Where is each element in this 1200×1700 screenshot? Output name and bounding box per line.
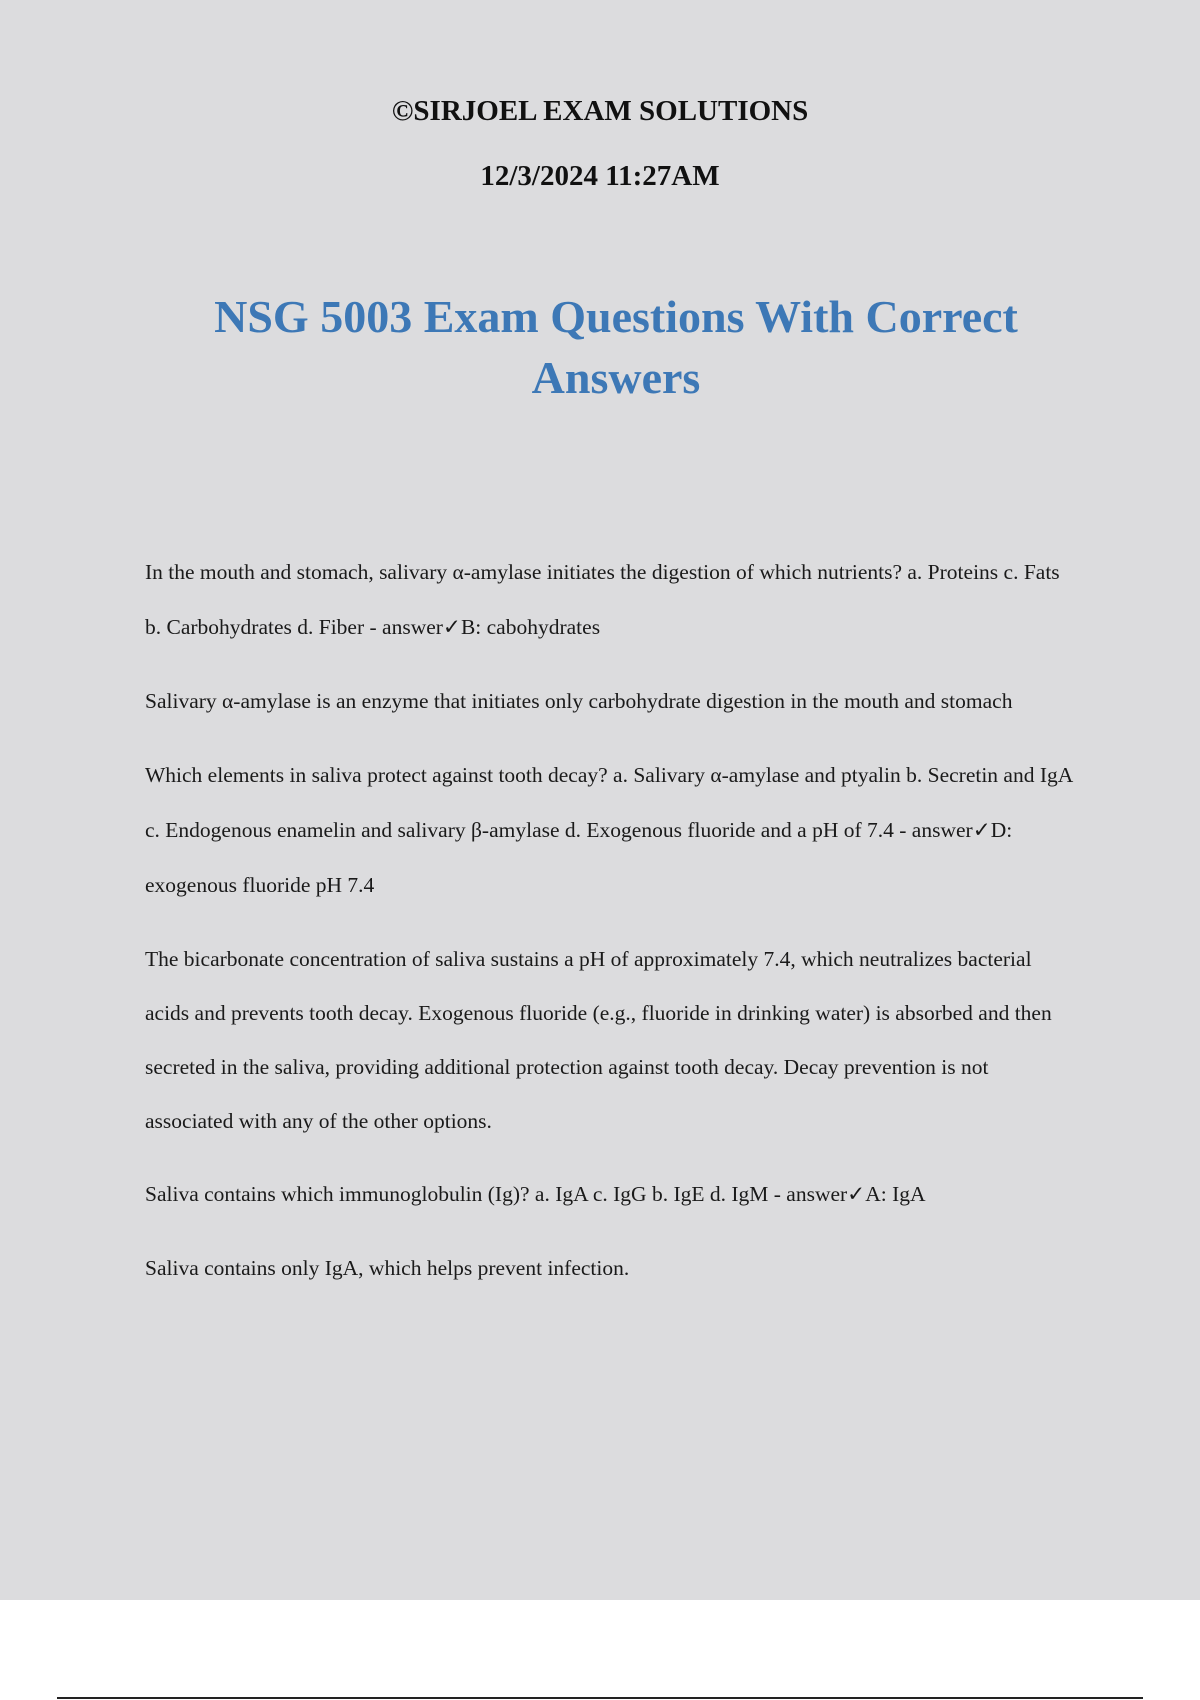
question-3: Saliva contains which immunoglobulin (Ig)? a. IgA c. IgG b. IgE d. IgM - answer✓A: IgA: [145, 1182, 926, 1206]
rationale-2: The bicarbonate concentration of saliva sustains a pH of approximately 7.4, which neutralizes bacterial acids and prevents tooth decay. Exogenous fluoride (e.g., fluoride in drinking water) is absorbed and then secreted in the saliva, providing additional protection against tooth decay. Decay prevention is not associated with any of the other options.: [145, 947, 1052, 1133]
question-1: In the mouth and stomach, salivary α-amylase initiates the digestion of which nutrients? a. Proteins c. Fats b. Carbohydrates d. Fiber - answer✓B: cabohydrates: [145, 560, 1060, 639]
rationale-1: Salivary α-amylase is an enzyme that initiates only carbohydrate digestion in the mouth and stomach: [145, 689, 1013, 713]
bottom-divider: [57, 1697, 1143, 1699]
question-2: Which elements in saliva protect against tooth decay? a. Salivary α-amylase and ptyalin b. Secretin and IgA c. Endogenous enamelin and salivary β-amylase d. Exogenous fluoride and a pH of 7.4 - answer✓D: exogenous fluoride pH 7.4: [145, 763, 1073, 897]
rationale-3: Saliva contains only IgA, which helps prevent infection.: [145, 1256, 630, 1280]
brand-header: ©SIRJOEL EXAM SOLUTIONS: [391, 95, 809, 127]
document-body: [145, 545, 1080, 1296]
date-time-stamp: 12/3/2024 11:27AM: [480, 160, 720, 192]
document-title: NSG 5003 Exam Questions With Correct Answers: [214, 291, 1018, 403]
